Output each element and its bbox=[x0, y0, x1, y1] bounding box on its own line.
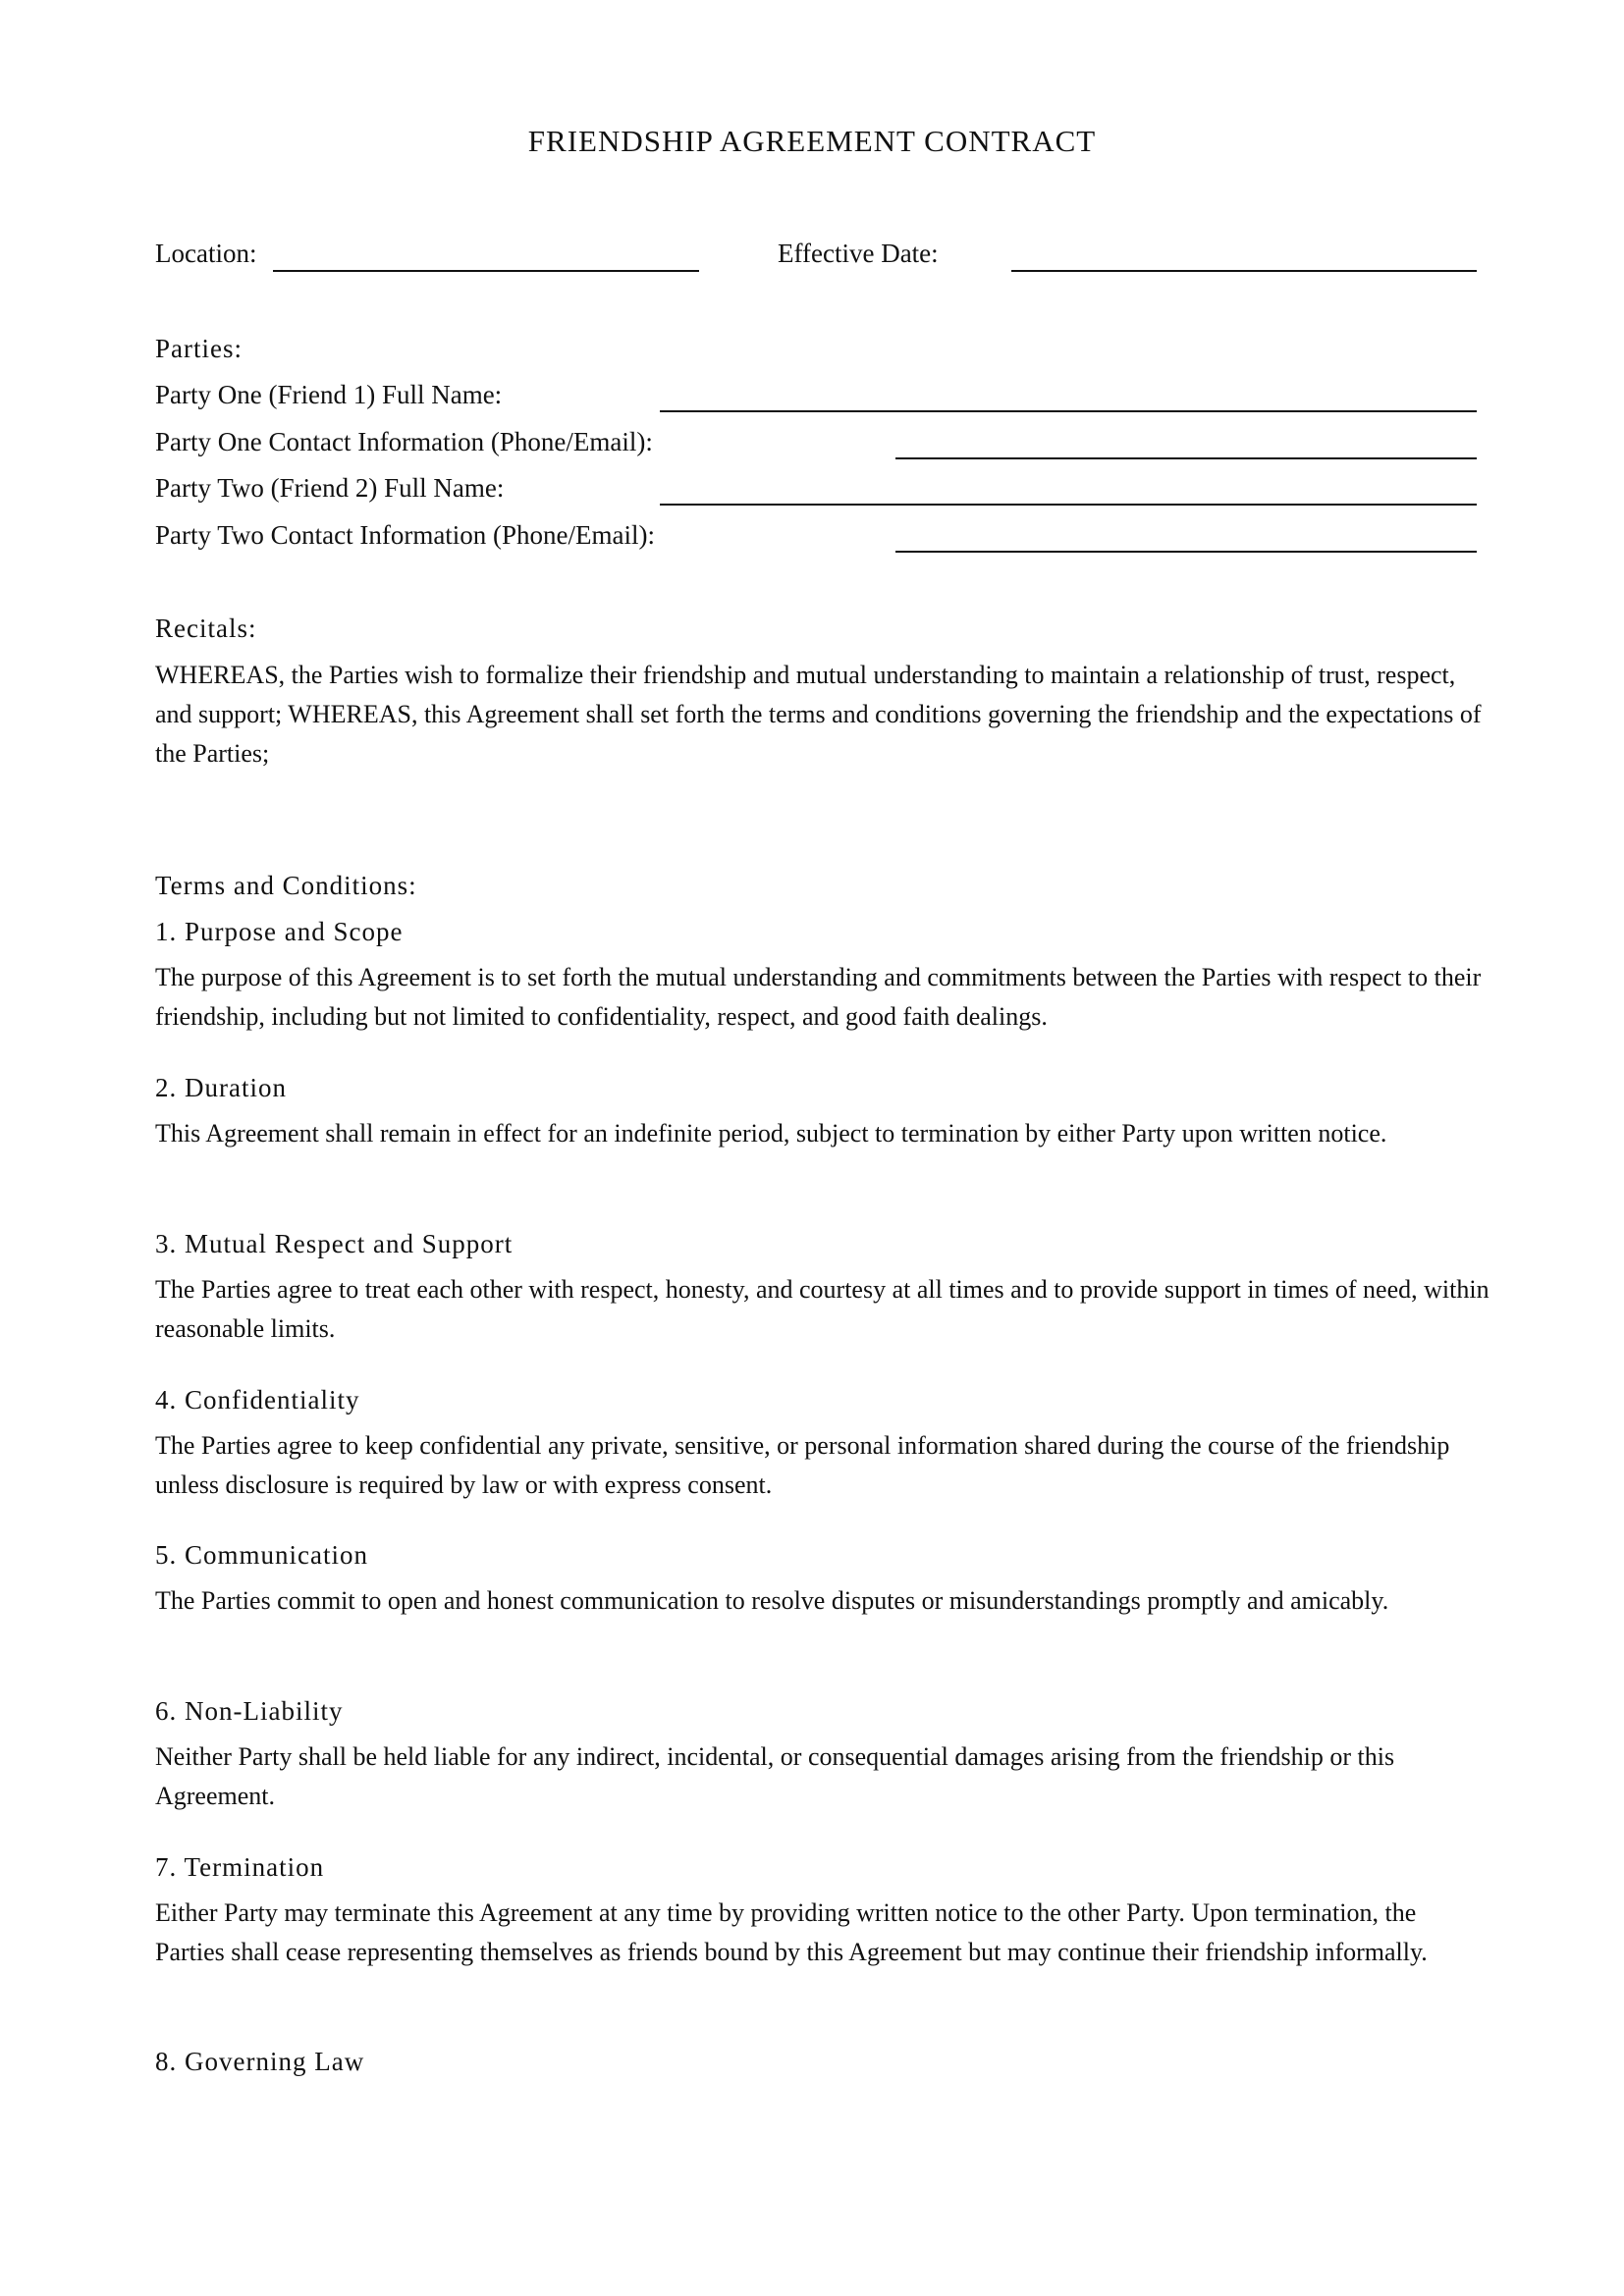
party-one-name-field-line[interactable] bbox=[660, 410, 1477, 412]
section-title-confidentiality: 4. Confidentiality bbox=[155, 1385, 360, 1415]
section-text-non-liability: Neither Party shall be held liable for any indirect, incidental, or consequential damages arising from the friendship or this Agreement. bbox=[155, 1742, 1395, 1810]
document-title: FRIENDSHIP AGREEMENT CONTRACT bbox=[527, 124, 1097, 158]
party-one-contact-field-line[interactable] bbox=[895, 457, 1477, 459]
effective-date-label: Effective Date: bbox=[778, 239, 939, 268]
section-title-governing-law: 8. Governing Law bbox=[155, 2047, 365, 2076]
terms-heading: Terms and Conditions: bbox=[155, 871, 417, 900]
section-text-duration: This Agreement shall remain in effect for an indefinite period, subject to termination by either Party upon written notice. bbox=[155, 1119, 1387, 1148]
section-text-purpose: The purpose of this Agreement is to set forth the mutual understanding and commitments between the Parties with respect to their friendship, including but not limited to confidentiality, respect, and good faith dealings. bbox=[155, 963, 1482, 1031]
recitals-heading: Recitals: bbox=[155, 614, 257, 643]
section-title-termination: 7. Termination bbox=[155, 1852, 325, 1882]
section-title-non-liability: 6. Non-Liability bbox=[155, 1696, 344, 1726]
section-text-respect: The Parties agree to treat each other with respect, honesty, and courtesy at all times and to provide support in times of need, within reasonable limits. bbox=[155, 1275, 1489, 1343]
party-two-name-label: Party Two (Friend 2) Full Name: bbox=[155, 473, 505, 503]
party-two-contact-label: Party Two Contact Information (Phone/Email): bbox=[155, 520, 656, 550]
section-text-communication: The Parties commit to open and honest communication to resolve disputes or misunderstandings promptly and amicably. bbox=[155, 1586, 1389, 1615]
parties-heading: Parties: bbox=[155, 334, 243, 363]
section-text-termination: Either Party may terminate this Agreement at any time by providing written notice to the other Party. Upon termination, the Parties shall cease representing themselves as friends bound by this Agreement but may continue their friendship informally. bbox=[155, 1898, 1428, 1966]
section-title-duration: 2. Duration bbox=[155, 1073, 287, 1102]
party-two-name-field-line[interactable] bbox=[660, 504, 1477, 506]
party-one-contact-label: Party One Contact Information (Phone/Email): bbox=[155, 427, 653, 456]
section-title-purpose: 1. Purpose and Scope bbox=[155, 917, 404, 946]
effective-date-field-line[interactable] bbox=[1011, 270, 1477, 272]
section-text-confidentiality: The Parties agree to keep confidential any private, sensitive, or personal information shared during the course of the friendship unless disclosure is required by law or with express consent. bbox=[155, 1431, 1450, 1499]
section-title-respect: 3. Mutual Respect and Support bbox=[155, 1229, 514, 1258]
location-label: Location: bbox=[155, 239, 257, 268]
party-two-contact-field-line[interactable] bbox=[895, 551, 1477, 553]
recitals-text: WHEREAS, the Parties wish to formalize their friendship and mutual understanding to maintain a relationship of trust, respect, and support; WHEREAS, this Agreement shall set forth the terms and conditions governing the friendship and the expectations of the Parties; bbox=[155, 661, 1482, 768]
party-one-name-label: Party One (Friend 1) Full Name: bbox=[155, 380, 503, 409]
location-field-line[interactable] bbox=[273, 270, 699, 272]
section-title-communication: 5. Communication bbox=[155, 1540, 368, 1570]
